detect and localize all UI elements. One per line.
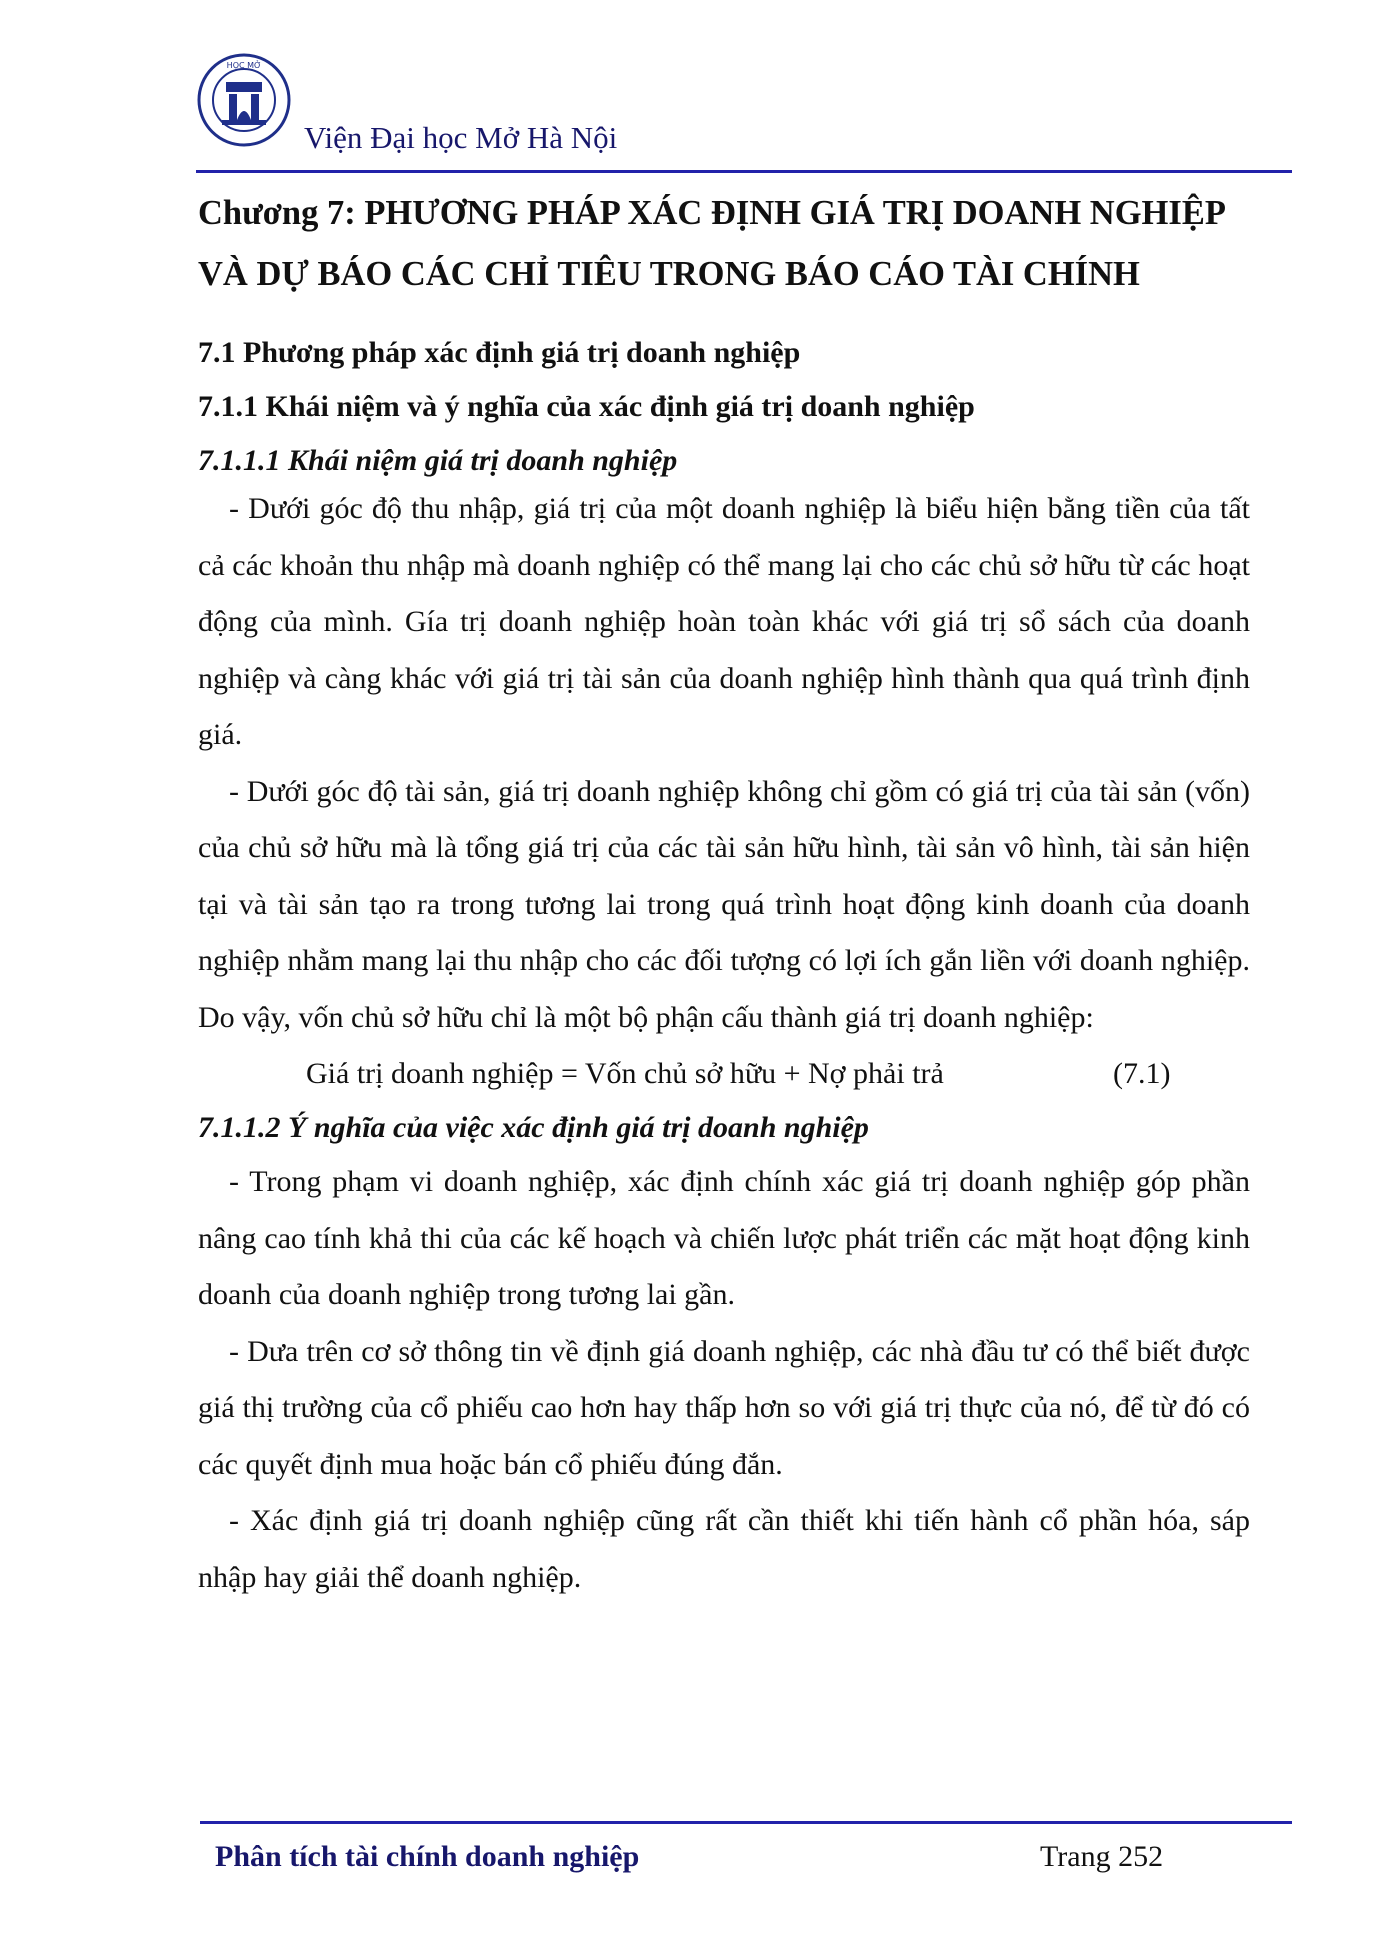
formula-expression: Giá trị doanh nghiệp = Vốn chủ sở hữu + Nợ phải trả [306, 1057, 944, 1090]
paragraph-enterprise-scope: - Trong phạm vi doanh nghiệp, xác định chính xác giá trị doanh nghiệp góp phần nâng cao tính khả thi của các kế hoạch và chiến lược phát triển các mặt hoạt động kinh doanh của doanh nghiệp trong tương lai gần. [198, 1165, 1250, 1311]
formula-number: (7.1) [1113, 1057, 1171, 1090]
part2-heading: 7.1.1.2 Ý nghĩa của việc xác định giá trị doanh nghiệp [198, 1111, 869, 1144]
paragraph-income-perspective: - Dưới góc độ thu nhập, giá trị của một doanh nghiệp là biểu hiện bằng tiền của tất cả các khoản thu nhập mà doanh nghiệp có thể mang lại cho các chủ sở hữu từ các hoạt động của mình. Gía trị doanh nghiệp hoàn toàn khác với giá trị sổ sách của doanh nghiệp và càng khác với giá trị tài sản của doanh nghiệp hình thành qua quá trình định giá. [198, 492, 1250, 751]
footer-rule [200, 1821, 1292, 1824]
page-content [198, 183, 1250, 1606]
footer-page-number: Trang 252 [1040, 1840, 1164, 1873]
section-heading: 7.1 Phương pháp xác định giá trị doanh nghiệp [198, 336, 801, 369]
chapter-title: Chương 7: PHƯƠNG PHÁP XÁC ĐỊNH GIÁ TRỊ DOANH NGHIỆP VÀ DỰ BÁO CÁC CHỈ TIÊU TRONG BÁO CÁO TÀI CHÍNH [198, 194, 1225, 293]
svg-text:HỌC MỞ: HỌC MỞ [226, 61, 262, 70]
header-rule [196, 170, 1292, 173]
page-header [196, 52, 1292, 172]
part1-heading: 7.1.1.1 Khái niệm giá trị doanh nghiệp [198, 444, 678, 477]
footer-book-title: Phân tích tài chính doanh nghiệp [215, 1840, 640, 1873]
university-logo-icon [196, 52, 292, 148]
formula-7-1 [198, 1046, 1250, 1102]
subsection-heading: 7.1.1 Khái niệm và ý nghĩa của xác định giá trị doanh nghiệp [198, 390, 975, 423]
institute-name: Viện Đại học Mở Hà Nội [304, 120, 618, 155]
paragraph-investor-info: - Dưa trên cơ sở thông tin về định giá doanh nghiệp, các nhà đầu tư có thể biết được giá thị trường của cổ phiếu cao hơn hay thấp hơn so với giá trị thực của nó, để từ đó có các quyết định mua hoặc bán cổ phiếu đúng đắn. [198, 1334, 1250, 1481]
paragraph-equitization: - Xác định giá trị doanh nghiệp cũng rất cần thiết khi tiến hành cổ phần hóa, sáp nhập hay giải thể doanh nghiệp. [198, 1504, 1250, 1594]
paragraph-asset-perspective: - Dưới góc độ tài sản, giá trị doanh nghiệp không chỉ gồm có giá trị của tài sản (vốn) của chủ sở hữu mà là tổng giá trị của các tài sản hữu hình, tài sản vô hình, tài sản hiện tại và tài sản tạo ra trong tương lai trong quá trình hoạt động kinh doanh của doanh nghiệp nhằm mang lại thu nhập cho các đối tượng có lợi ích gắn liền với doanh nghiệp. Do vậy, vốn chủ sở hữu chỉ là một bộ phận cấu thành giá trị doanh nghiệp: [198, 774, 1250, 1034]
